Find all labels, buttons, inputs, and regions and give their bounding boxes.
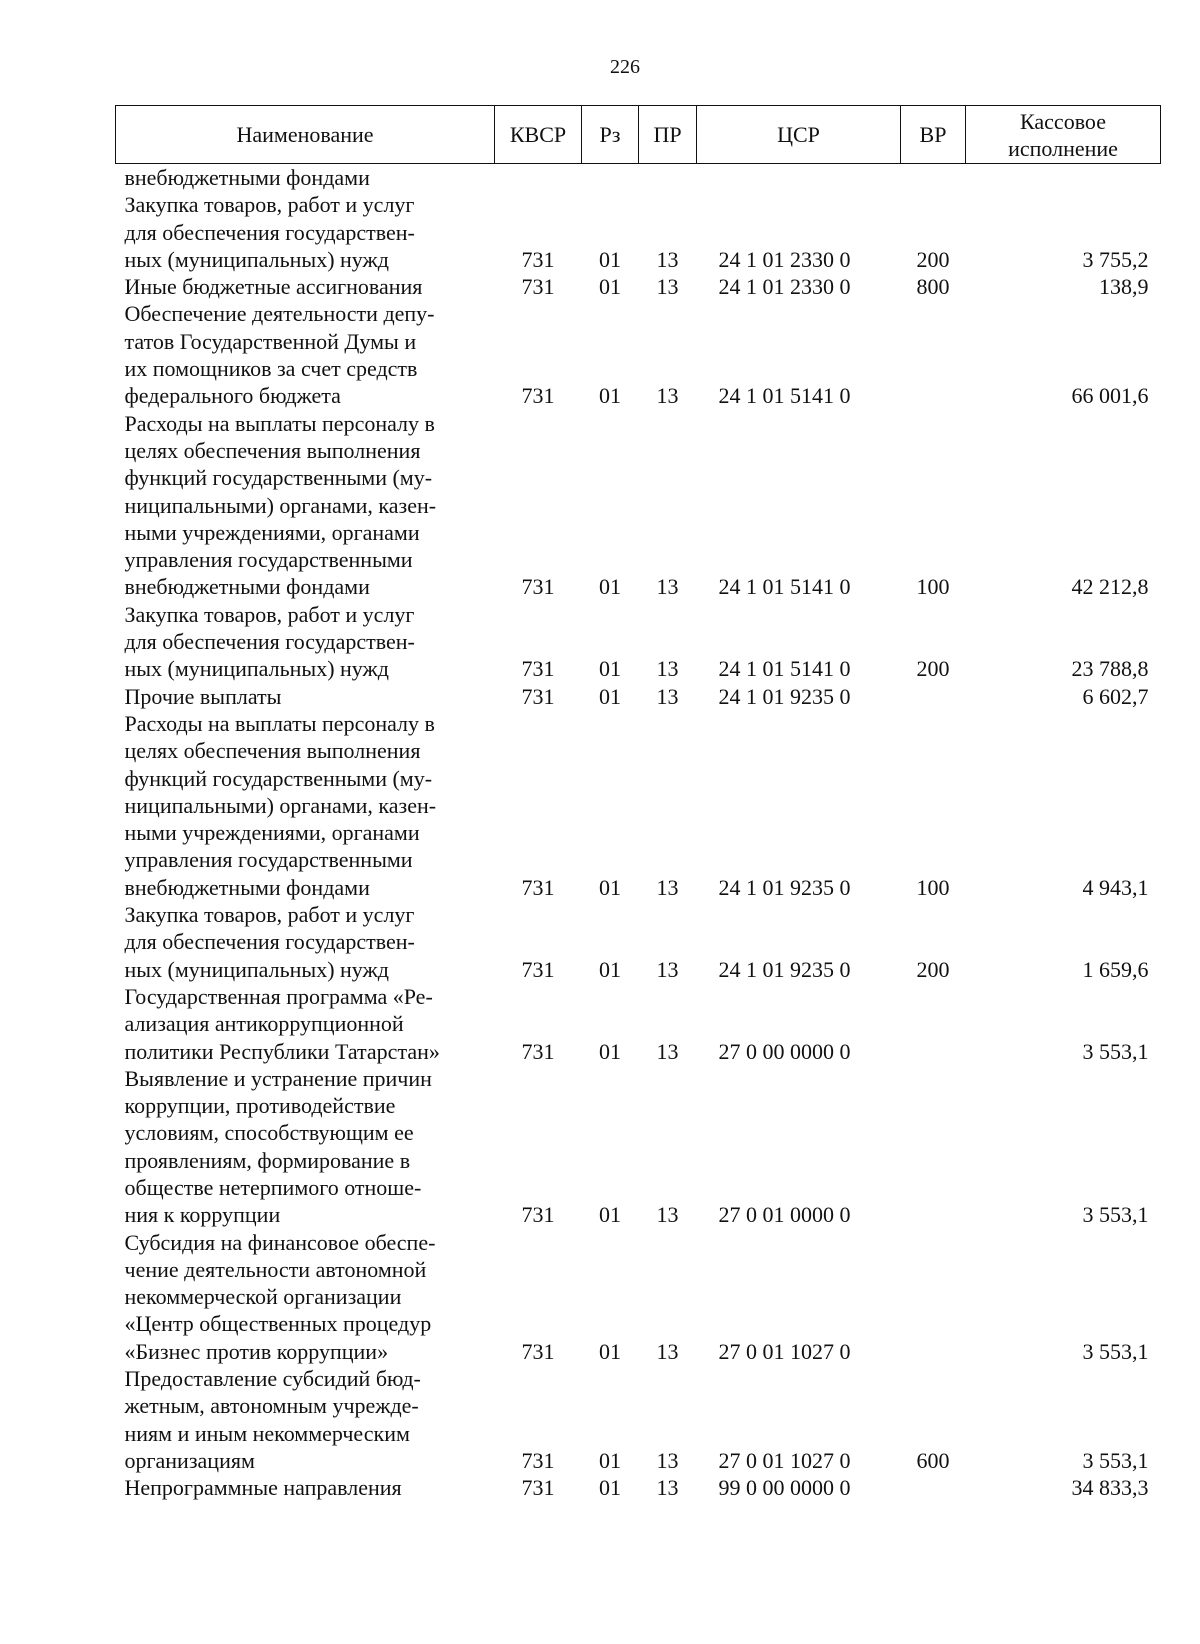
cell-csr: 24 1 01 5141 0 bbox=[718, 383, 851, 409]
cell-csr: 99 0 00 0000 0 bbox=[718, 1475, 851, 1501]
cell-name-line: ния к коррупции bbox=[124, 1202, 281, 1228]
cell-csr: 27 0 01 1027 0 bbox=[718, 1447, 851, 1473]
cell-sum: 23 788,8 bbox=[1071, 656, 1149, 682]
cell-sum: 6 602,7 bbox=[1082, 683, 1149, 709]
cell-pr: 13 bbox=[656, 874, 679, 900]
cell-vr: 200 bbox=[916, 956, 950, 982]
cell-sum: 3 553,1 bbox=[1082, 1038, 1149, 1064]
cell-pr: 13 bbox=[656, 683, 679, 709]
cell-pr bbox=[639, 164, 697, 192]
cell-vr bbox=[901, 1065, 966, 1229]
cell-name-line: управления государственными bbox=[124, 847, 413, 873]
cell-name-line: ных (муниципальных) нужд bbox=[124, 656, 389, 682]
cell-rz: 01 bbox=[599, 874, 621, 900]
cell-rz bbox=[582, 164, 639, 192]
cell-name-line: Прочие выплаты bbox=[124, 683, 282, 709]
cell-pr: 13 bbox=[656, 274, 679, 300]
cell-rz: 01 bbox=[599, 1202, 621, 1228]
header-pr: ПР bbox=[639, 106, 697, 164]
cell-name-line: ализация антикоррупционной bbox=[124, 1011, 404, 1037]
table-body bbox=[116, 164, 1161, 1502]
cell-pr: 13 bbox=[656, 574, 679, 600]
cell-csr: 24 1 01 9235 0 bbox=[718, 874, 851, 900]
table-row bbox=[116, 300, 1161, 409]
table-row bbox=[116, 273, 1161, 300]
cell-sum: 66 001,6 bbox=[1071, 383, 1149, 409]
cell-kvsr: 731 bbox=[521, 383, 555, 409]
cell-sum: 34 833,3 bbox=[1071, 1475, 1149, 1501]
cell-kvsr: 731 bbox=[521, 246, 555, 272]
table-row bbox=[116, 1474, 1161, 1501]
cell-rz: 01 bbox=[599, 1475, 621, 1501]
cell-name-line: чение деятельности автономной bbox=[124, 1256, 427, 1282]
cell-kvsr bbox=[495, 164, 582, 192]
cell-rz: 01 bbox=[599, 683, 621, 709]
cell-rz: 01 bbox=[599, 383, 621, 409]
cell-name-line: функций государственными (му- bbox=[124, 765, 433, 791]
cell-rz: 01 bbox=[599, 246, 621, 272]
cell-sum bbox=[966, 164, 1161, 192]
cell-sum: 3 755,2 bbox=[1082, 246, 1149, 272]
table-row bbox=[116, 683, 1161, 710]
cell-name bbox=[116, 300, 495, 409]
cell-kvsr: 731 bbox=[521, 956, 555, 982]
cell-name bbox=[116, 1065, 495, 1229]
cell-name-line: внебюджетными фондами bbox=[124, 165, 370, 190]
cell-vr bbox=[901, 983, 966, 1065]
cell-csr: 24 1 01 2330 0 bbox=[718, 274, 851, 300]
cell-vr bbox=[901, 1229, 966, 1365]
cell-pr: 13 bbox=[656, 1338, 679, 1364]
cell-name-line: некоммерческой организации bbox=[124, 1284, 402, 1310]
cell-name-line: Закупка товаров, работ и услуг bbox=[124, 192, 415, 218]
cell-name-line: для обеспечения государствен- bbox=[124, 929, 415, 955]
table-row bbox=[116, 191, 1161, 273]
table-row bbox=[116, 1229, 1161, 1365]
cell-vr: 600 bbox=[916, 1447, 950, 1473]
table-row bbox=[116, 901, 1161, 983]
cell-kvsr: 731 bbox=[521, 1475, 555, 1501]
cell-name-line: Предоставление субсидий бюд- bbox=[124, 1366, 421, 1392]
cell-kvsr: 731 bbox=[521, 1447, 555, 1473]
cell-csr: 24 1 01 5141 0 bbox=[718, 656, 851, 682]
cell-vr bbox=[901, 300, 966, 409]
cell-rz: 01 bbox=[599, 1447, 621, 1473]
cell-name-line: Непрограммные направления bbox=[124, 1475, 402, 1501]
cell-rz: 01 bbox=[599, 574, 621, 600]
cell-vr: 200 bbox=[916, 246, 950, 272]
cell-pr: 13 bbox=[656, 1038, 679, 1064]
cell-name bbox=[116, 1229, 495, 1365]
cell-csr: 27 0 01 0000 0 bbox=[718, 1202, 851, 1228]
cell-name-line: «Бизнес против коррупции» bbox=[124, 1338, 389, 1364]
cell-pr: 13 bbox=[656, 1475, 679, 1501]
cell-rz: 01 bbox=[599, 1038, 621, 1064]
cell-name bbox=[116, 901, 495, 983]
cell-name-line: Закупка товаров, работ и услуг bbox=[124, 902, 415, 928]
cell-name bbox=[116, 1474, 495, 1501]
cell-name-line: ниципальными) органами, казен- bbox=[124, 792, 437, 818]
cell-name-line: внебюджетными фондами bbox=[124, 574, 370, 600]
cell-name bbox=[116, 983, 495, 1065]
cell-name-line: их помощников за счет средств bbox=[124, 356, 418, 382]
cell-name-line: Иные бюджетные ассигнования bbox=[124, 274, 423, 300]
cell-name-line: обществе нетерпимого отноше- bbox=[124, 1174, 422, 1200]
cell-kvsr: 731 bbox=[521, 1202, 555, 1228]
table-row bbox=[116, 1365, 1161, 1474]
cell-kvsr: 731 bbox=[521, 1338, 555, 1364]
cell-vr: 100 bbox=[916, 874, 950, 900]
cell-name-line: жетным, автономным учрежде- bbox=[124, 1393, 419, 1419]
cell-kvsr: 731 bbox=[521, 1038, 555, 1064]
page-number: 226 bbox=[610, 56, 640, 78]
cell-name bbox=[116, 710, 495, 901]
cell-name bbox=[116, 683, 495, 710]
cell-sum: 3 553,1 bbox=[1082, 1338, 1149, 1364]
cell-csr: 24 1 01 5141 0 bbox=[718, 574, 851, 600]
cell-csr: 24 1 01 9235 0 bbox=[718, 956, 851, 982]
cell-kvsr: 731 bbox=[521, 574, 555, 600]
cell-sum: 42 212,8 bbox=[1071, 574, 1149, 600]
cell-sum: 3 553,1 bbox=[1082, 1202, 1149, 1228]
header-vr: ВР bbox=[901, 106, 966, 164]
cell-name-line: политики Республики Татарстан» bbox=[124, 1038, 440, 1064]
header-rz: Рз bbox=[582, 106, 639, 164]
cell-rz: 01 bbox=[599, 656, 621, 682]
cell-name-line: управления государственными bbox=[124, 547, 413, 573]
cell-name-line: для обеспечения государствен- bbox=[124, 219, 415, 245]
cell-name-line: условиям, способствующим ее bbox=[124, 1120, 414, 1146]
cell-csr: 24 1 01 9235 0 bbox=[718, 683, 851, 709]
cell-name bbox=[116, 1365, 495, 1474]
cell-pr: 13 bbox=[656, 383, 679, 409]
cell-csr: 27 0 01 1027 0 bbox=[718, 1338, 851, 1364]
cell-rz: 01 bbox=[599, 956, 621, 982]
header-sum bbox=[966, 106, 1161, 164]
cell-name-line: Обеспечение деятельности депу- bbox=[124, 301, 435, 327]
budget-table bbox=[115, 105, 1161, 1502]
cell-rz: 01 bbox=[599, 1338, 621, 1364]
cell-rz: 01 bbox=[599, 274, 621, 300]
cell-name-line: ных (муниципальных) нужд bbox=[124, 246, 389, 272]
cell-sum: 3 553,1 bbox=[1082, 1447, 1149, 1473]
table-row bbox=[116, 410, 1161, 601]
cell-pr: 13 bbox=[656, 656, 679, 682]
cell-sum: 4 943,1 bbox=[1082, 874, 1149, 900]
cell-kvsr: 731 bbox=[521, 656, 555, 682]
cell-name-line: организациям bbox=[124, 1447, 255, 1473]
cell-name-line: проявлениям, формирование в bbox=[124, 1147, 411, 1173]
cell-csr: 27 0 00 0000 0 bbox=[718, 1038, 851, 1064]
cell-name bbox=[116, 164, 495, 192]
table-row bbox=[116, 164, 1161, 192]
cell-name-line: Закупка товаров, работ и услуг bbox=[124, 601, 415, 627]
cell-csr bbox=[697, 164, 901, 192]
cell-name-line: Расходы на выплаты персоналу в bbox=[124, 710, 435, 736]
cell-name-line: Государственная программа «Ре- bbox=[124, 983, 433, 1009]
header-sum-line1: Кассовое bbox=[1020, 108, 1106, 134]
cell-pr: 13 bbox=[656, 956, 679, 982]
cell-name-line: ными учреждениями, органами bbox=[124, 820, 420, 846]
cell-name-line: внебюджетными фондами bbox=[124, 874, 370, 900]
cell-vr bbox=[901, 1474, 966, 1501]
cell-name-line: функций государственными (му- bbox=[124, 465, 433, 491]
cell-sum: 1 659,6 bbox=[1082, 956, 1149, 982]
cell-kvsr: 731 bbox=[521, 683, 555, 709]
cell-name-line: Расходы на выплаты персоналу в bbox=[124, 410, 435, 436]
cell-name-line: ных (муниципальных) нужд bbox=[124, 956, 389, 982]
table-row bbox=[116, 983, 1161, 1065]
cell-name-line: Субсидия на финансовое обеспе- bbox=[124, 1229, 436, 1255]
cell-name-line: целях обеспечения выполнения bbox=[124, 437, 421, 463]
cell-kvsr: 731 bbox=[521, 874, 555, 900]
cell-sum: 138,9 bbox=[1099, 274, 1149, 300]
cell-vr: 800 bbox=[916, 274, 950, 300]
header-row bbox=[116, 106, 1161, 164]
table-row bbox=[116, 1065, 1161, 1229]
cell-pr: 13 bbox=[656, 246, 679, 272]
table-row bbox=[116, 601, 1161, 683]
header-name: Наименование bbox=[116, 106, 495, 164]
cell-name-line: «Центр общественных процедур bbox=[124, 1311, 432, 1337]
table-row bbox=[116, 710, 1161, 901]
cell-name bbox=[116, 410, 495, 601]
cell-name bbox=[116, 601, 495, 683]
header-sum-line2: исполнение bbox=[1008, 135, 1118, 161]
cell-vr bbox=[901, 683, 966, 710]
cell-kvsr: 731 bbox=[521, 274, 555, 300]
cell-pr: 13 bbox=[656, 1447, 679, 1473]
cell-vr: 200 bbox=[916, 656, 950, 682]
cell-name bbox=[116, 191, 495, 273]
cell-name-line: целях обеспечения выполнения bbox=[124, 738, 421, 764]
cell-name-line: татов Государственной Думы и bbox=[124, 328, 417, 354]
cell-vr bbox=[901, 164, 966, 192]
cell-name-line: ными учреждениями, органами bbox=[124, 519, 420, 545]
cell-name bbox=[116, 273, 495, 300]
cell-name-line: Выявление и устранение причин bbox=[124, 1065, 432, 1091]
cell-name-line: ниципальными) органами, казен- bbox=[124, 492, 437, 518]
cell-name-line: коррупции, противодействие bbox=[124, 1093, 396, 1119]
header-csr: ЦСР bbox=[697, 106, 901, 164]
cell-name-line: для обеспечения государствен- bbox=[124, 629, 415, 655]
header-kvsr: КВСР bbox=[495, 106, 582, 164]
cell-pr: 13 bbox=[656, 1202, 679, 1228]
cell-name-line: ниям и иным некоммерческим bbox=[124, 1420, 410, 1446]
cell-name-line: федерального бюджета bbox=[124, 383, 341, 409]
table-header bbox=[116, 106, 1161, 164]
cell-csr: 24 1 01 2330 0 bbox=[718, 246, 851, 272]
cell-vr: 100 bbox=[916, 574, 950, 600]
